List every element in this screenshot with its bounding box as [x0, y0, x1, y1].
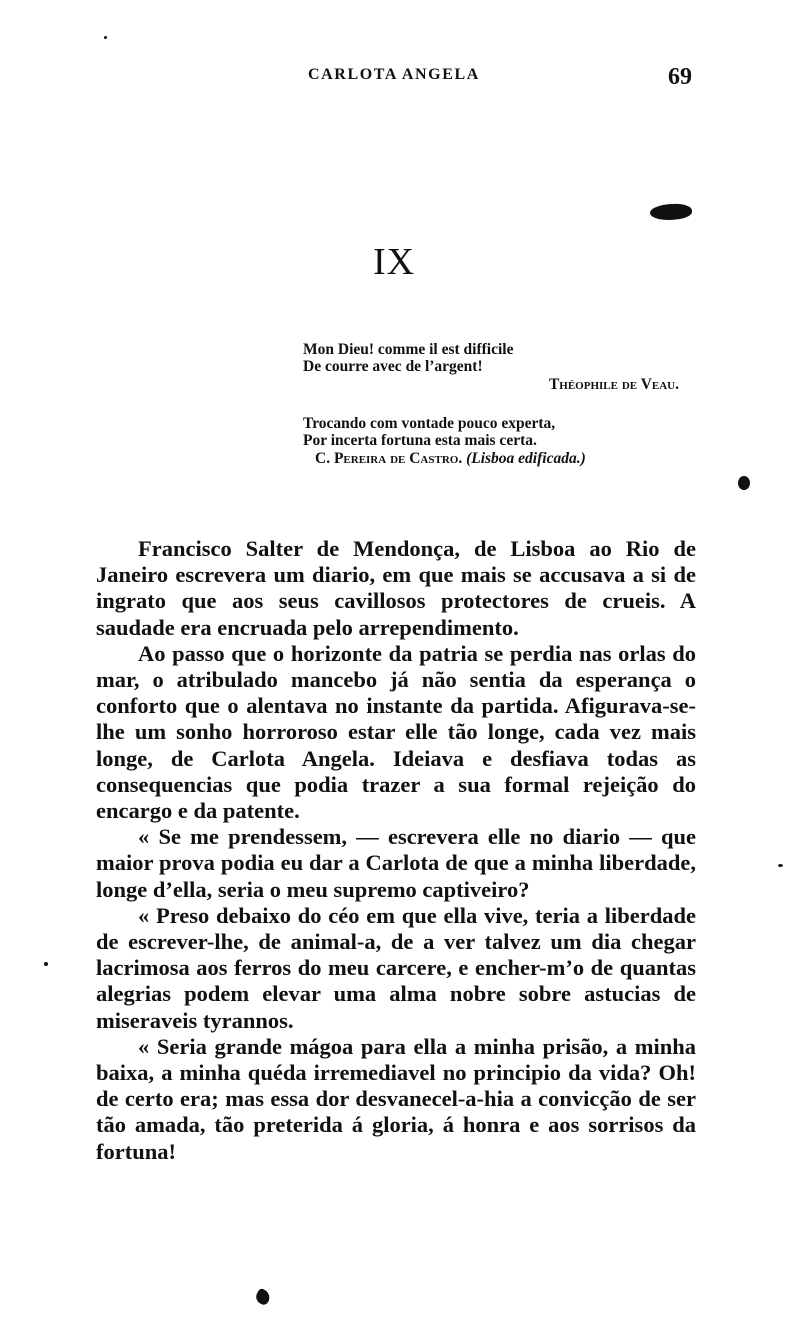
chapter-number: IX: [372, 241, 416, 283]
epigraph-line: Mon Dieu! comme il est difficile: [303, 341, 514, 358]
paragraph: « Se me prendessem, — escrevera elle no diario — que maior prova podia eu dar a Carlota de que a minha liberdade, longe d’ella, seria o meu supremo captiveiro?: [96, 824, 696, 902]
epigraph: [303, 341, 703, 393]
epigraph-attribution-line: [303, 450, 703, 467]
paragraph: Ao passo que o horizonte da patria se perdia nas orlas do mar, o atribulado mancebo já não sentia da esperança o conforto que o alentava no instante da partida. Afigurava-se-lhe um sonho horroroso estar elle tão longe, cada vez mais longe, de Carlota Angela. Ideiava e desfiava todas as consequencias que podia trazer a sua formal rejeição do encargo e da patente.: [96, 640, 696, 824]
running-title: CARLOTA ANGELA: [308, 66, 480, 83]
paragraph: « Seria grande mágoa para ella a minha prisão, a minha baixa, a minha quéda irremediavel no principio da vida? Oh! de certo era; mas essa dor desvanecel-a-hia a convicção de ser tão amada, tão preterida á gloria, á honra e aos sorrisos da fortuna!: [96, 1033, 696, 1164]
ink-speck: [778, 864, 783, 867]
epigraph-attribution: Théophile de Veau.: [548, 376, 679, 393]
epigraph-source: (Lisboa edificada.): [466, 450, 586, 467]
page-number: 69: [668, 64, 692, 90]
ink-blot: [738, 476, 750, 490]
ink-blot: [649, 202, 692, 222]
ink-speck: [104, 36, 107, 39]
epigraph-line: Por incerta fortuna esta mais certa.: [303, 432, 537, 449]
paragraph: « Preso debaixo do céo em que ella vive, teria a liberdade de escrever-lhe, de animal-a, de a ver talvez um dia chegar lacrimosa aos ferros do meu carcere, e encher-m’o de quantas alegrias podem elevar uma alma nobre sobre astucias de miseraveis tyrannos.: [96, 902, 696, 1033]
ink-blot: [253, 1287, 272, 1306]
epigraph-line: Trocando com vontade pouco experta,: [303, 415, 556, 432]
epigraph: [303, 415, 703, 467]
epigraph-line: De courre avec de l’argent!: [303, 358, 483, 375]
paragraph: Francisco Salter de Mendonça, de Lisboa ao Rio de Janeiro escrevera um diario, em que mais se accusava a si de ingrato que aos seus cavillosos protectores de crueis. A saudade era encruada pelo arrependimento.: [96, 536, 696, 640]
ink-speck: [44, 962, 48, 966]
epigraph-author: C. Pereira de Castro.: [315, 450, 463, 467]
chapter-body: [96, 536, 696, 1165]
